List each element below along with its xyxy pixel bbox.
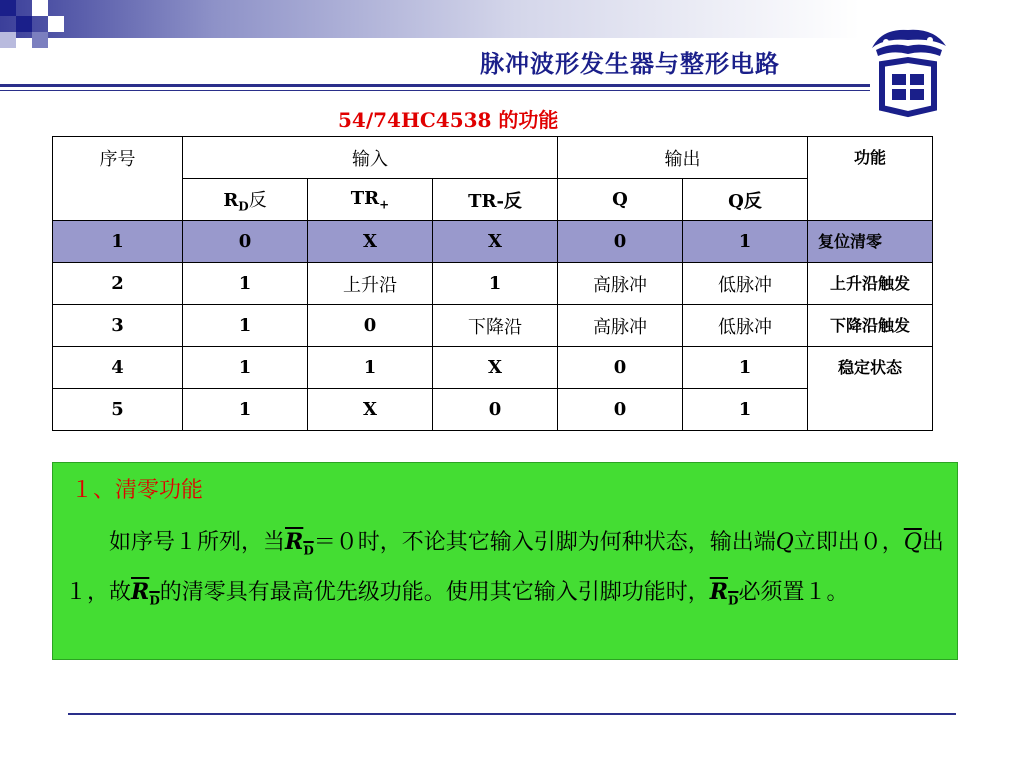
- table-row: [53, 221, 933, 263]
- cell-func: 上升沿触发: [808, 263, 933, 305]
- header-tr-plus: $TR_+$: [308, 179, 433, 221]
- table-row: [53, 347, 933, 389]
- cell-seq: 1: [53, 221, 183, 263]
- cell-q: 0: [558, 389, 683, 431]
- cell-tr-minus: X: [433, 221, 558, 263]
- cell-seq: 2: [53, 263, 183, 305]
- header-input: 输入: [183, 137, 558, 179]
- table-header-row: [53, 137, 933, 179]
- cell-qbar: 1: [683, 221, 808, 263]
- note-paragraph: 如序号１所列，当$R_D=0$时，不论其它输入引脚为何种状态，输出端Q立即出０，$\overline{Q}$出１，故$R_D$的清零具有最高优先级功能。使用其它输入引脚功能时，$R_D$必须置１。: [65, 529, 944, 608]
- header-gradient-bar: [0, 0, 860, 38]
- rd-bar-symbol: $R_D$: [709, 579, 739, 608]
- cell-q: 高脉冲: [558, 263, 683, 305]
- cell-seq: 4: [53, 347, 183, 389]
- cell-func: 复位清零: [808, 221, 933, 263]
- dragon-book-logo-icon: [862, 20, 954, 120]
- cell-tr-plus: X: [308, 389, 433, 431]
- cell-qbar: 1: [683, 389, 808, 431]
- slide-title: 脉冲波形发生器与整形电路: [480, 49, 780, 78]
- cell-func: 下降沿触发: [808, 305, 933, 347]
- deco-square: [48, 16, 64, 32]
- cell-tr-minus: 下降沿: [433, 305, 558, 347]
- cell-tr-minus: 0: [433, 389, 558, 431]
- cell-qbar: 低脉冲: [683, 263, 808, 305]
- deco-square: [32, 32, 48, 48]
- header-qbar: Q反: [683, 179, 808, 221]
- cell-qbar: 1: [683, 347, 808, 389]
- q-symbol: Q: [775, 530, 794, 555]
- header-seq: 序号: [53, 137, 183, 221]
- deco-square: [16, 16, 32, 32]
- cell-seq: 5: [53, 389, 183, 431]
- cell-q: 0: [558, 221, 683, 263]
- cell-tr-minus: X: [433, 347, 558, 389]
- cell-tr-plus: 1: [308, 347, 433, 389]
- deco-square: [0, 32, 16, 48]
- header-rule: [0, 84, 870, 87]
- header-output: 输出: [558, 137, 808, 179]
- rd-bar-symbol: $R_D$: [131, 579, 160, 608]
- section-subtitle: 54/74HC4538 的功能: [338, 108, 559, 132]
- cell-rd: 1: [183, 305, 308, 347]
- cell-qbar: 低脉冲: [683, 305, 808, 347]
- note-heading: １、清零功能: [71, 478, 204, 503]
- header-func: 功能: [808, 137, 933, 221]
- deco-square: [0, 0, 16, 16]
- table-subheader-row: [53, 179, 933, 221]
- cell-tr-plus: 上升沿: [308, 263, 433, 305]
- footer-rule: [68, 713, 956, 715]
- table-row: [53, 389, 933, 431]
- cell-rd: 1: [183, 347, 308, 389]
- cell-rd: 1: [183, 389, 308, 431]
- cell-rd: 0: [183, 221, 308, 263]
- function-table: [52, 136, 933, 431]
- cell-tr-minus: 1: [433, 263, 558, 305]
- cell-q: 高脉冲: [558, 305, 683, 347]
- header-rd: $R_D$反: [183, 179, 308, 221]
- cell-rd: 1: [183, 263, 308, 305]
- deco-square: [32, 0, 48, 16]
- table-row: [53, 263, 933, 305]
- cell-seq: 3: [53, 305, 183, 347]
- header-rule-thin: [0, 90, 870, 91]
- rd-bar-symbol: $R_D$: [285, 529, 314, 558]
- cell-tr-plus: X: [308, 221, 433, 263]
- table-row: [53, 305, 933, 347]
- qbar-symbol: $\overline{Q}$: [903, 530, 922, 555]
- cell-func: 稳定状态: [808, 347, 933, 431]
- cell-q: 0: [558, 347, 683, 389]
- cell-tr-plus: 0: [308, 305, 433, 347]
- header-q: Q: [558, 179, 683, 221]
- header-tr-minus: TR-反: [433, 179, 558, 221]
- note-box: [52, 462, 958, 660]
